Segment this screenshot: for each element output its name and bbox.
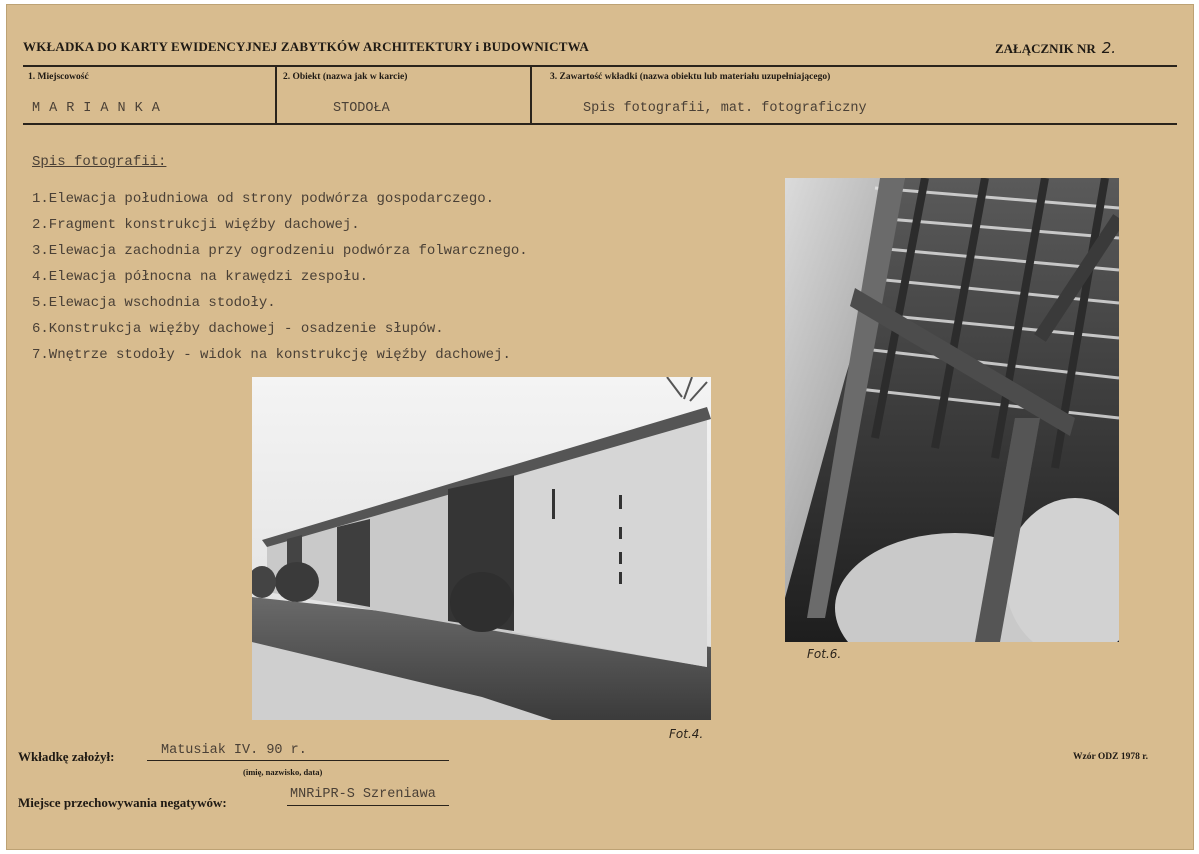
storage-value: MNRiPR-S Szreniawa [290,787,436,802]
obiekt-label: 2. Obiekt (nazwa jak w karcie) [283,72,408,82]
photo-list-item: 1.Elewacja południowa od strony podwórza gospodarczego. [32,191,495,207]
photo-list-title: Spis fotografii: [32,154,167,170]
photo-list-item: 5.Elewacja wschodnia stodoły. [32,295,276,311]
field-divider-2 [530,67,532,123]
storage-underline [287,805,449,806]
storage-label: Miejsce przechowywania negatywów: [18,795,227,810]
author-hint: (imię, nazwisko, data) [243,767,323,777]
photo-list-item: 6.Konstrukcja więźby dachowej - osadzenie słupów. [32,321,444,337]
form-code: Wzór ODZ 1978 r. [1073,752,1148,762]
roof-truss-photo [785,178,1119,642]
header-bottom-rule [23,123,1177,125]
photo-list-item: 3.Elewacja zachodnia przy ogrodzeniu podwórza folwarcznego. [32,243,528,259]
photo-list-item: 4.Elewacja północna na krawędzi zespołu. [32,269,369,285]
photo-list-item: 2.Fragment konstrukcji więźby dachowej. [32,217,360,233]
barn-exterior-photo [252,377,711,720]
miejscowosc-label: 1. Miejscowość [28,72,89,82]
inventory-card [6,4,1194,850]
zawartosc-value: Spis fotografii, mat. fotograficzny [583,101,867,116]
header-top-rule [23,65,1177,67]
author-label: Wkładkę założył: [18,749,115,764]
card-title: WKŁADKA DO KARTY EWIDENCYJNEJ ZABYTKÓW ARCHITEKTURY i BUDOWNICTWA [23,39,589,54]
author-value: Matusiak IV. 90 r. [161,743,307,758]
field-divider-1 [275,67,277,123]
obiekt-value: STODOŁA [333,101,390,116]
photo-a-caption: Fot.4. [669,727,704,741]
appendix-label [995,39,1116,57]
author-underline [147,760,449,761]
photo-list [32,186,528,368]
photo-list-item: 7.Wnętrze stodoły - widok na konstrukcję więźby dachowej. [32,347,511,363]
appendix-label-text: ZAŁĄCZNIK NR [995,41,1096,56]
miejscowosc-value: MARIANKA [32,101,169,116]
zawartosc-label: 3. Zawartość wkładki (nazwa obiektu lub materiału uzupełniającego) [550,72,831,82]
photo-b-caption: Fot.6. [807,647,842,661]
appendix-number: 2. [1101,39,1117,57]
